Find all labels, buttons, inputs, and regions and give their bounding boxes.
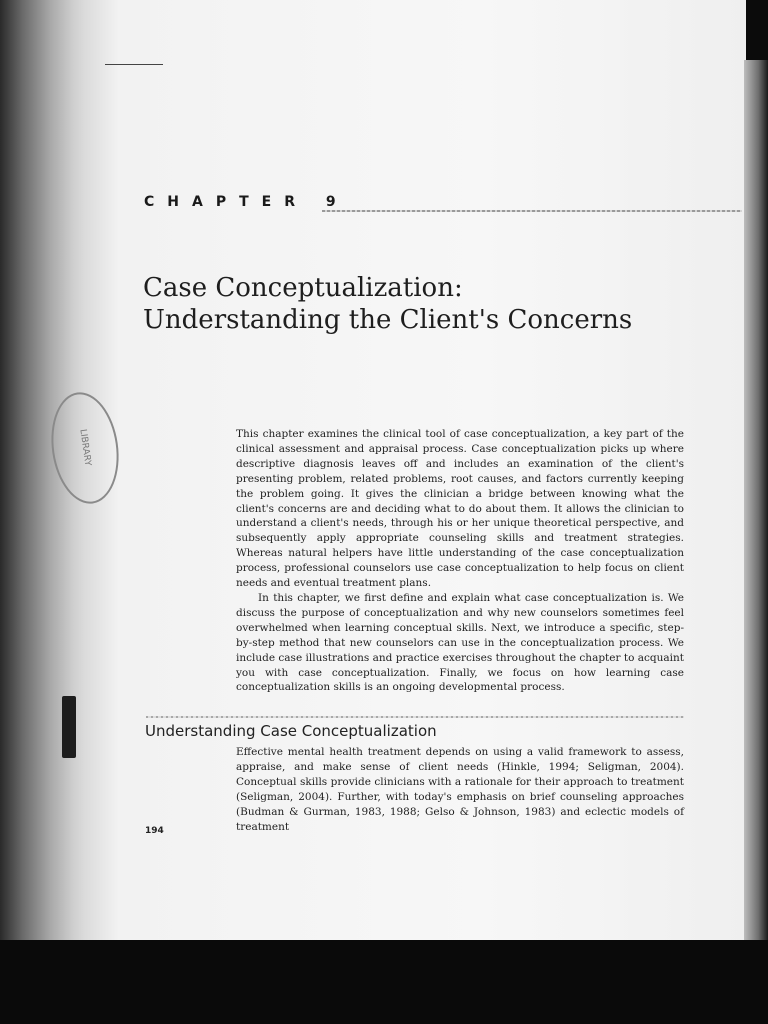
page-number: 194 <box>145 826 164 836</box>
page-tab-mark <box>62 696 76 758</box>
intro-paragraph-2: In this chapter, we first define and explain what case conceptualization is. We discuss the purpose of conceptualization and why new counselors sometimes feel overwhelmed when learning conceptual skills. Next, we introduce a specific, step-by-step method that new counselors can use in the conceptualization process. We include case illustrations and practice exercises throughout the chapter to acquaint you with case conceptualization. Finally, we focus on how learning case conceptualization skills is an ongoing developmental process. <box>236 591 684 694</box>
bottom-shadow <box>0 940 768 1024</box>
chapter-label: CHAPTER 9 <box>144 194 349 210</box>
page-edge-shadow <box>744 60 768 960</box>
intro-paragraph-1: This chapter examines the clinical tool of case conceptualization, a key part of the clinical assessment and appraisal process. Case conceptualization picks up where descriptive diagnosis leaves off and includes an examination of the client's presenting problem, related problems, root causes, and factors currently keeping the problem going. It gives the clinician a bridge between knowing what the client's concerns are and deciding what to do about them. It allows the clinician to understand a client's needs, through his or her unique theoretical perspective, and subsequently apply appropriate counseling skills and treatment strategies. Whereas natural helpers have little understanding of the case conceptualization process, professional counselors use case conceptualization to help focus on client needs and eventual treatment plans. <box>236 428 684 590</box>
chapter-title: Case Conceptualization: Understanding the Client's Concerns <box>143 273 633 335</box>
top-rule <box>105 64 163 65</box>
section-paragraph: Effective mental health treatment depends on using a valid framework to assess, appraise, and make sense of client needs (Hinkle, 1994; Seligman, 2004). Conceptual skills provide clinicians with a rationale for their approach to treatment (Seligman, 2004). Further, with today's emphasis on brief counseling approaches (Budman & Gurman, 1983, 1988; Gelso & Johnson, 1983) and eclectic models of treatment <box>236 746 684 833</box>
section-heading: Understanding Case Conceptualization <box>145 722 437 740</box>
library-stamp-text: LIBRARY <box>77 428 93 468</box>
book-spine-shadow <box>0 0 92 1024</box>
section-rule <box>146 716 684 718</box>
chapter-rule <box>322 210 742 212</box>
intro-text <box>236 427 684 695</box>
